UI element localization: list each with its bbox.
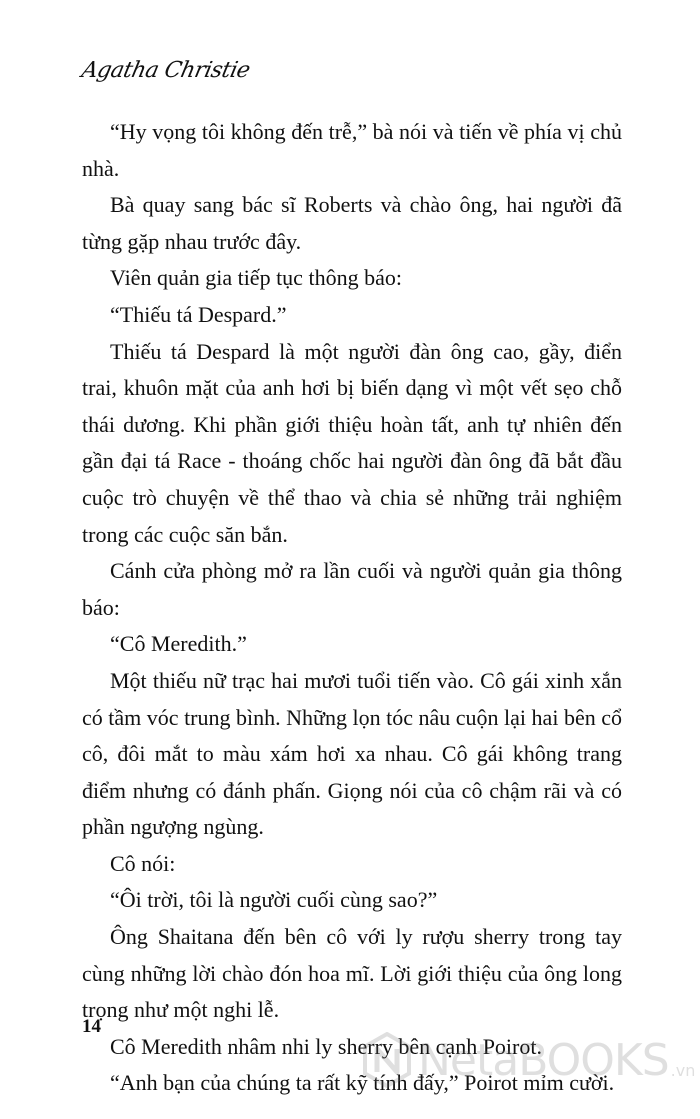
paragraph: “Thiếu tá Despard.”: [110, 301, 287, 327]
paragraph: Cô nói:: [110, 850, 176, 876]
paragraph: Cô Meredith nhâm nhi ly sherry bên cạnh Poirot.: [110, 1033, 542, 1059]
paragraph: “Anh bạn của chúng ta rất kỹ tính đấy,” Poirot mỉm cười.: [110, 1070, 615, 1096]
body-text: [82, 114, 622, 1102]
watermark-suffix: .vn: [670, 1061, 696, 1080]
paragraph: Cánh cửa phòng mở ra lần cuối và người quản gia thông báo:: [82, 558, 622, 620]
page-number: 14: [82, 1016, 101, 1037]
paragraph: Thiếu tá Despard là một người đàn ông cao, gầy, điển trai, khuôn mặt của anh hơi bị biến dạng vì một vết sẹo chỗ thái dương. Khi phần giới thiệu hoàn tất, anh tự nhiên đến gần đại tá Race - thoáng chốc hai người đàn ông đã bắt đầu cuộc trò chuyện về thể thao và chia sẻ những trải nghiệm trong các cuộc săn bắn.: [82, 338, 622, 547]
watermark-name: NetaBOOKS: [418, 1034, 669, 1086]
paragraph: “Cô Meredith.”: [110, 631, 247, 657]
watermark: [362, 1032, 695, 1088]
paragraph: “Hy vọng tôi không đến trễ,” bà nói và tiến về phía vị chủ nhà.: [82, 119, 622, 181]
paragraph: Viên quản gia tiếp tục thông báo:: [110, 265, 402, 291]
paragraph: “Ôi trời, tôi là người cuối cùng sao?”: [110, 887, 438, 913]
paragraph: Bà quay sang bác sĩ Roberts và chào ông, hai người đã từng gặp nhau trước đây.: [82, 192, 622, 254]
netabooks-logo-icon: [362, 1032, 412, 1088]
paragraph: Ông Shaitana đến bên cô với ly rượu sherry trong tay cùng những lời chào đón hoa mĩ. Lời giới thiệu của ông long trọng như một nghi lễ.: [82, 924, 622, 1023]
author-signature: Agatha Christie: [79, 58, 253, 83]
paragraph: Một thiếu nữ trạc hai mươi tuổi tiến vào. Cô gái xinh xắn có tầm vóc trung bình. Những lọn tóc nâu cuộn lại hai bên cổ cô, đôi mắt to màu xám hơi xa nhau. Cô gái không trang điểm nhưng có đánh phấn. Giọng nói của cô chậm rãi và có phần ngượng ngùng.: [82, 667, 622, 840]
